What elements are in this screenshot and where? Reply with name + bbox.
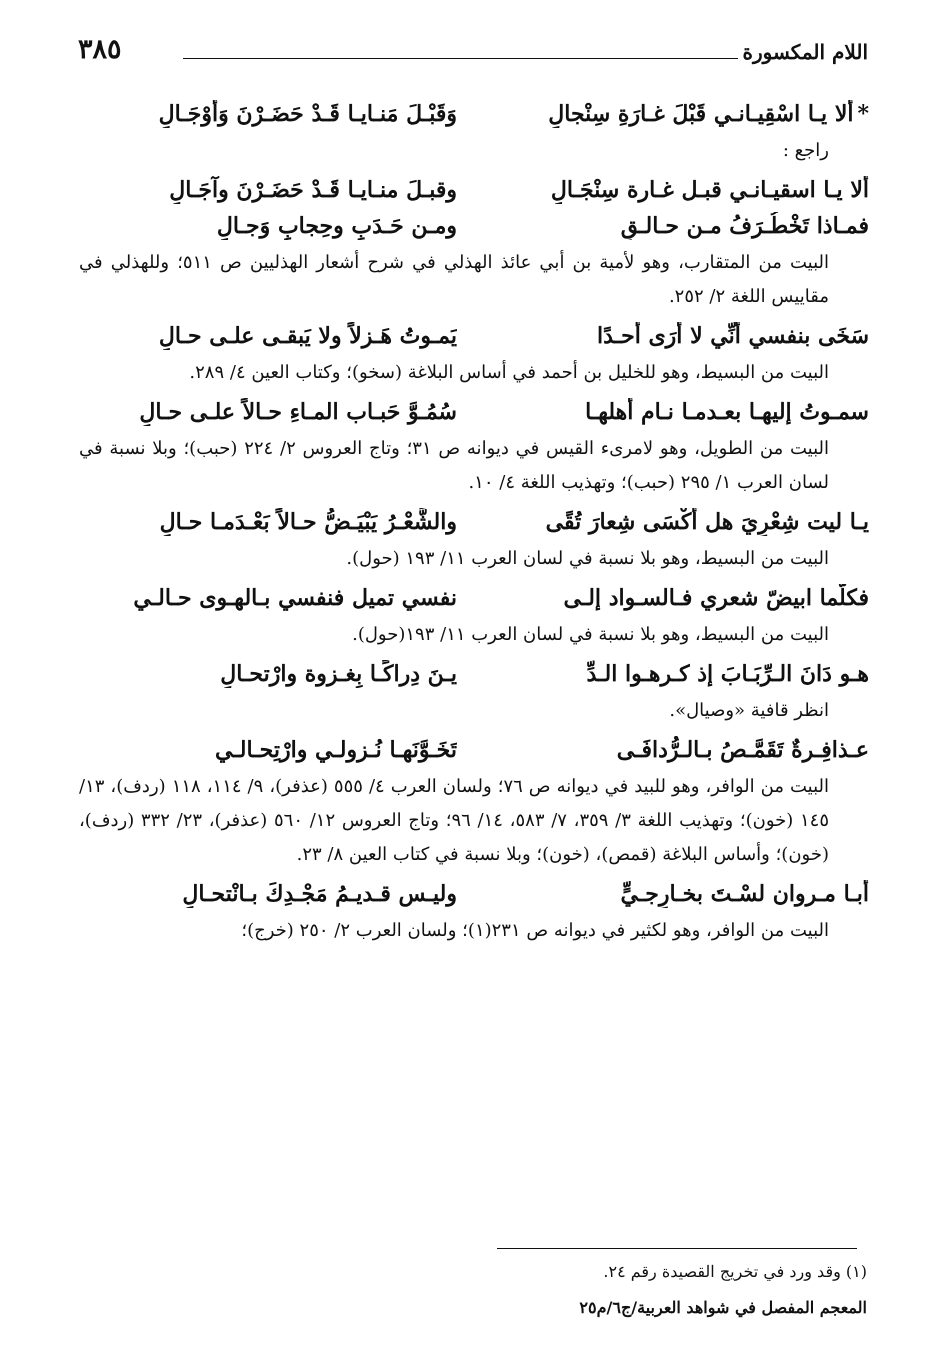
verse-line	[79, 880, 869, 908]
verse-second-hemistich: نفسي تميل فنفسي بـالهـوى حـالـي	[133, 585, 457, 611]
verse-first-hemistich	[491, 322, 869, 350]
header-rule	[183, 58, 738, 59]
verse-source-note: البيت من الوافر، وهو لكثير في ديوانه ص ٢٣١(١)؛ ولسان العرب ٢/ ٢٥٠ (خرج)؛	[241, 920, 829, 941]
verse-source-note: راجع :	[782, 140, 829, 161]
verse-first-hemistich	[491, 508, 869, 536]
verse-first-hemistich	[491, 660, 869, 688]
verse-second-hemistich: وقبـلَ منـايـا قَـدْ حَضَـرْنَ وآجَـالِ	[169, 177, 457, 203]
verse-line	[79, 508, 869, 536]
verse-line	[79, 736, 869, 764]
verse-first-hemistich	[491, 584, 869, 612]
verse-star-marker: *	[857, 101, 869, 127]
verse-line	[79, 176, 869, 204]
verse-second-hemistich: وليـس قـديـمُ مَجْـدِكَ بـانْتحـالِ	[182, 881, 457, 907]
hemistich-text: عـذافِـرةٌ تَقَمَّـصُ بـالـرُّدافَـى	[616, 737, 869, 763]
verse-first-hemistich	[491, 398, 869, 426]
verse-source-note: انظر قافية «وصيال».	[669, 700, 829, 721]
verse-source-note: البيت من البسيط، وهو بلا نسبة في لسان العرب ١١/ ١٩٣(حول).	[352, 624, 829, 645]
verse-second-hemistich: تَخَـوَّنَهـا نُـزولـي وارْتِحـالـي	[215, 737, 457, 763]
hemistich-text: ألا يـا اسْقِيـانـي قَبْلَ غـارَةِ سِنْجالِ	[548, 101, 854, 127]
hemistich-text: هـو دَانَ الـرِّبَـابَ إذ كـرهـوا الـدِّ	[586, 661, 869, 687]
verse-line	[79, 660, 869, 688]
verse-source-note: البيت من البسيط، وهو للخليل بن أحمد في أساس البلاغة (سخو)؛ وكتاب العين ٤/ ٢٨٩.	[189, 362, 829, 383]
verse-source-note: البيت من المتقارب، وهو لأمية بن أبي عائذ الهذلي في شرح أشعار الهذليين ص ٥١١؛ وللهذلي في مقاييس اللغة ٢/ ٢٥٢.	[79, 252, 830, 307]
verse-line	[79, 100, 869, 128]
verse-second-hemistich: والشَّعْـرُ يَبْيَـضُّ حـالاً بَعْـدَمـا حـالِ	[159, 509, 457, 535]
page-number: ٣٨٥	[78, 34, 122, 65]
verse-source-note: البيت من البسيط، وهو بلا نسبة في لسان العرب ١١/ ١٩٣ (حول).	[346, 548, 829, 569]
hemistich-text: أبـا مـروان لسْـتَ بخـارِجـيٍّ	[620, 881, 869, 907]
verse-first-hemistich	[491, 880, 869, 908]
footnote-rule	[497, 1248, 857, 1249]
verse-second-hemistich: يـنَ دِراكًـا بِغـزوة وارْتحـالِ	[220, 661, 457, 687]
chapter-title: اللام المكسورة	[742, 40, 868, 64]
verse-first-hemistich	[491, 176, 869, 204]
verse-line	[79, 212, 869, 240]
verse-source-note: البيت من الطويل، وهو لامرىء القيس في ديوانه ص ٣١؛ وتاج العروس ٢/ ٢٢٤ (حبب)؛ وبلا نسبة في لسان العرب ١/ ٢٩٥ (حبب)؛ وتهذيب اللغة ٤/ ١٠.	[79, 438, 829, 493]
page-header	[78, 34, 868, 74]
verse-line	[79, 584, 869, 612]
hemistich-text: فكلّما ابيضّ شعري فـالسـواد إلـى	[563, 585, 869, 611]
verse-first-hemistich	[491, 212, 869, 240]
verse-second-hemistich: ومـن حَـدَبٍ وحِجابٍ وَجـالِ	[216, 213, 457, 239]
verse-second-hemistich: يَمـوتُ هَـزلاً ولا يَبقـى علـى حـالِ	[158, 323, 457, 349]
verse-first-hemistich	[491, 736, 869, 764]
verse-second-hemistich: سُمُـوَّ حَبـاب المـاءِ حـالاً علـى حـالِ	[139, 399, 457, 425]
page-content	[79, 92, 869, 948]
verse-first-hemistich	[491, 100, 869, 128]
book-footer: المعجم المفصل في شواهد العربية/ج٦/م٢٥	[579, 1298, 867, 1317]
verse-line	[79, 322, 869, 350]
verse-line	[79, 398, 869, 426]
hemistich-text: سمـوتُ إليهـا بعـدمـا نـام أهلهـا	[585, 399, 869, 425]
footnote: (١) وقد ورد في تخريج القصيدة رقم ٢٤.	[603, 1262, 867, 1281]
hemistich-text: ألا يـا اسقيـانـي قبـل غـارة سِنْجَـالِ	[550, 177, 869, 203]
verse-source-note: البيت من الوافر، وهو للبيد في ديوانه ص ٧٦؛ ولسان العرب ٤/ ٥٥٥ (عذفر)، ٩/ ١١٤، ١١٨ (ردف)، ١٣/ ١٤٥ (خون)؛ وتهذيب اللغة ٣/ ٣٥٩، ٧/ ٥٨٣، ١٤/ ٩٦؛ وتاج العروس ١٢/ ٥٦٠ (عذفر)، ٢٣/ ٣٣٢ (ردف)، (خون)؛ وأساس البلاغة (قمص)، (خون)؛ وبلا نسبة في كتاب العين ٨/ ٢٣.	[79, 776, 830, 865]
hemistich-text: يـا ليت شِعْرِيَ هل أكْسَى شِعارَ تُقًى	[545, 509, 869, 535]
hemistich-text: سَخَى بنفسي أنِّي لا أرَى أحـدًا	[596, 323, 869, 349]
hemistich-text: فمـاذا تَخْطُـرَفُ مـن حـالـقٍ	[620, 213, 869, 239]
verse-second-hemistich: وَقَبْـلَ مَنـايـا قَـدْ حَضَـرْنَ وَأَوْجَـالِ	[158, 101, 457, 127]
